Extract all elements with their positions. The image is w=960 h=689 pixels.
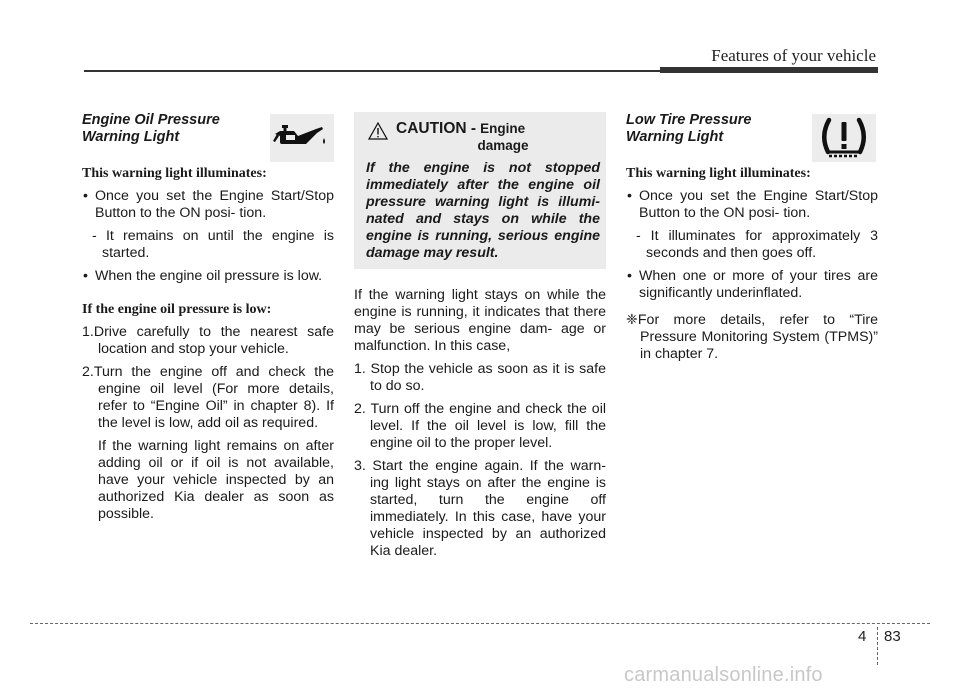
oil-step-1: 1.Drive carefully to the nearest safe location and stop your vehicle. — [82, 324, 334, 357]
tire-bullet-start: • Once you set the Engine Start/Stop Button to the ON posi- tion. — [626, 188, 878, 222]
oil-bullet-start-sub: - It remains on until the engine is started. — [92, 228, 334, 261]
oil-pressure-section — [82, 112, 334, 523]
chapter-number: 4 — [858, 628, 867, 645]
warning-triangle-icon — [368, 122, 388, 140]
oil-can-icon — [270, 114, 334, 162]
footer-rule — [30, 623, 930, 624]
oil-step-2-continued: If the warning light remains on after adding oil or if oil is not available, have your vehicle inspected by an authorized Kia dealer as soon as possible. — [98, 438, 334, 522]
tire-illuminates-heading: This warning light illuminates: — [626, 166, 811, 181]
tire-bullet-start-sub: - It illuminates for approximately 3 seconds and then goes off. — [636, 228, 878, 261]
caution-subject-2: damage — [477, 138, 529, 153]
middle-step-2: 2. Turn off the engine and check the oil level. If the oil level is low, fill the engine oil to the proper level. — [354, 401, 606, 451]
tire-pressure-icon — [812, 114, 876, 162]
header-bar — [660, 67, 878, 73]
caution-body: If the engine is not stopped immediately after the engine oil pressure warning light is illumi- nated and stays on while the engine is running, serious engine damage may result. — [366, 160, 600, 261]
middle-column — [354, 112, 606, 560]
footer-divider — [877, 627, 878, 665]
middle-step-3: 3. Start the engine again. If the warn- ing light stays on after the engine is started, turn the engine off immediately. In this case, have your vehicle inspected by an authorized Kia dealer. — [354, 458, 606, 559]
tire-pressure-section — [626, 112, 878, 363]
tire-bullet-underinflated: • When one or more of your tires are significantly underinflated. — [626, 268, 878, 302]
tire-pressure-title: Low Tire Pressure Warning Light — [626, 112, 752, 145]
oil-bullet-low: • When the engine oil pressure is low. — [82, 268, 334, 285]
caution-header — [366, 120, 600, 140]
running-header: Features of your vehicle — [711, 46, 876, 65]
caution-label: CAUTION - — [396, 120, 477, 137]
oil-low-heading: If the engine oil pressure is low: — [82, 302, 272, 317]
caution-box — [354, 112, 606, 269]
oil-pressure-title: Engine Oil Pressure Warning Light — [82, 112, 220, 145]
oil-step-2: 2.Turn the engine off and check the engine oil level (For more details, refer to “Engine Oil” in chapter 8). If the level is low, add oil as required. — [82, 364, 334, 431]
page-number: 83 — [884, 628, 901, 645]
caution-subject-1: Engine — [480, 121, 526, 136]
oil-illuminates-heading: This warning light illuminates: — [82, 166, 267, 181]
tire-reference-note: ❈For more details, refer to “Tire Pressure Monitoring System (TPMS)” in chapter 7. — [626, 312, 878, 362]
middle-paragraph: If the warning light stays on while the engine is running, it indicates that there may be serious engine dam- age or malfunction. In this case, — [354, 287, 606, 354]
middle-step-1: 1. Stop the vehicle as soon as it is safe to do so. — [354, 361, 606, 394]
oil-bullet-start: • Once you set the Engine Start/Stop Button to the ON posi- tion. — [82, 188, 334, 222]
header-rule — [84, 70, 664, 72]
watermark: carmanualsonline.info — [624, 664, 823, 686]
